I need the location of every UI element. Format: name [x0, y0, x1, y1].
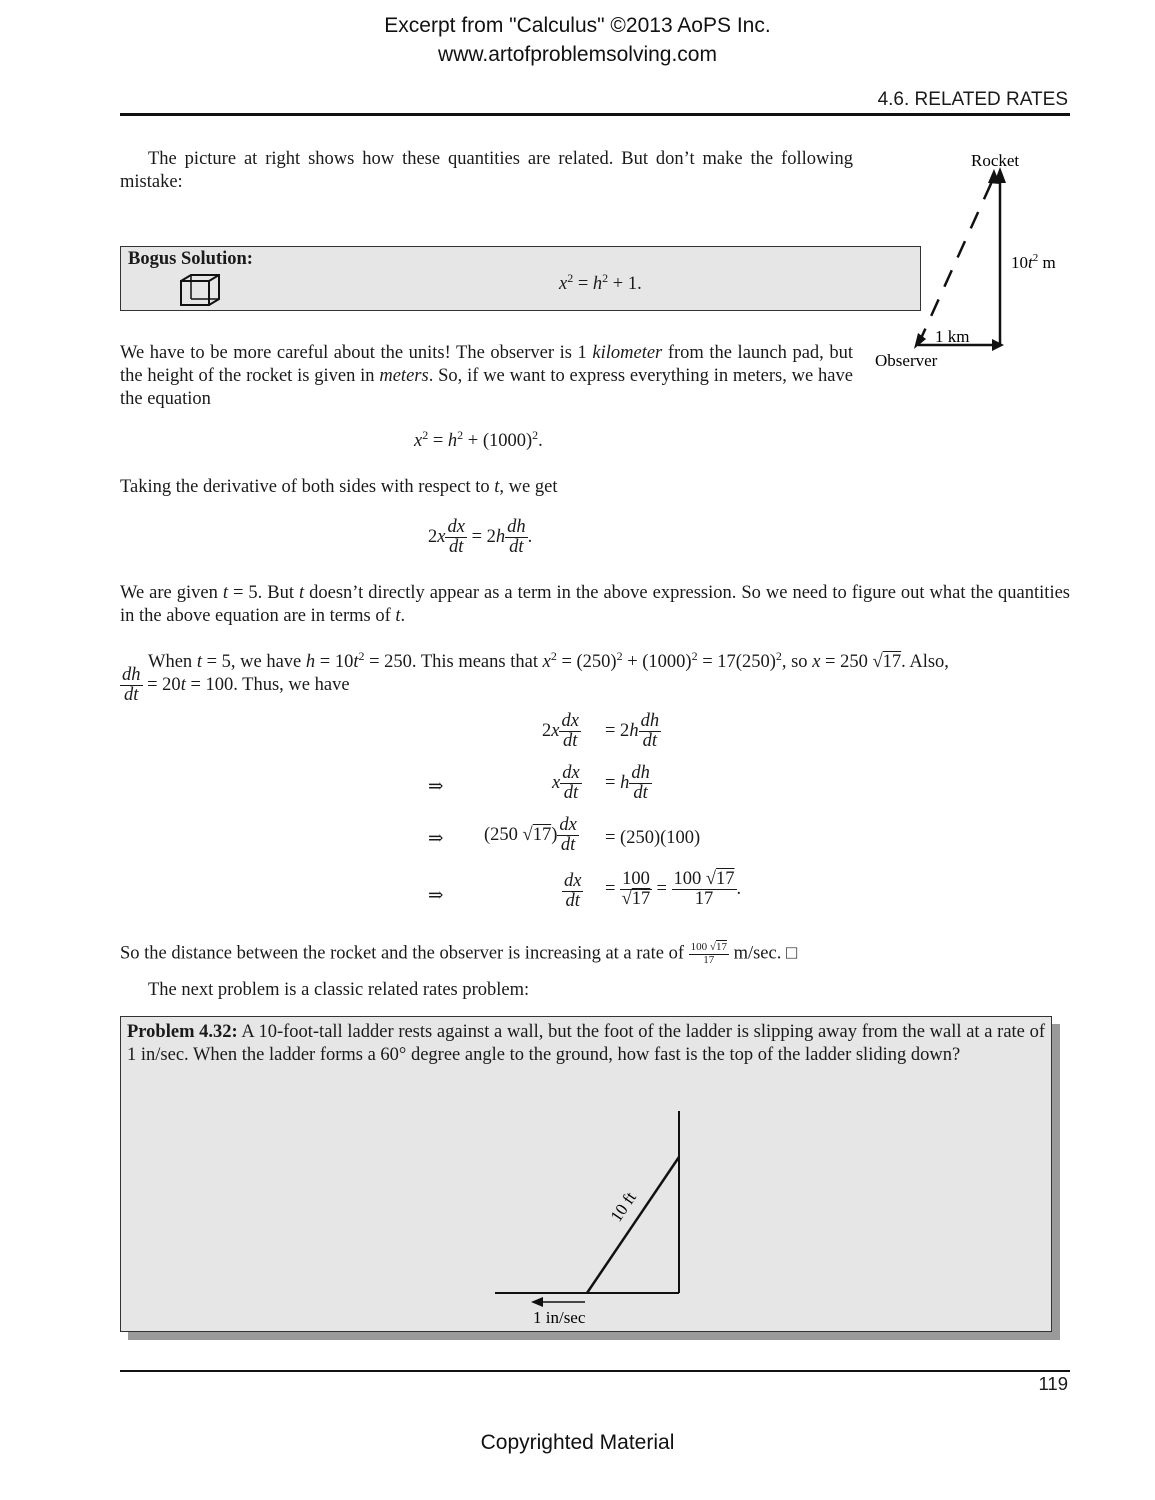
copyright-footer: Copyrighted Material	[480, 1431, 675, 1454]
height-label-exp: 2	[1032, 252, 1039, 264]
problem-box	[120, 1016, 1052, 1332]
excerpt-title: Excerpt from "Calculus" ©2013 AoPS Inc.	[384, 14, 771, 37]
dh-dt-line: $\frac{dh}{dt}$ = 20t = 100. Thus, we have	[122, 665, 350, 706]
website-url[interactable]: www.artofproblemsolving.com	[438, 43, 717, 66]
intro-paragraph: The picture at right shows how these quantities are related. But don’t make the following mistake:	[120, 149, 853, 192]
footer-rule	[120, 1370, 1070, 1372]
ladder-length-label: 10 ft	[606, 1188, 641, 1226]
derivation-line-3: (250 √17) $\frac{dx}{dt}$	[484, 815, 577, 856]
problem-statement	[127, 1021, 1045, 1067]
implies-arrow-1: ⇒	[428, 777, 444, 797]
height-label-coef: 10	[1011, 253, 1028, 272]
distance-label: 1 km	[935, 327, 970, 346]
rocket-label: Rocket	[971, 151, 1020, 170]
given-paragraph: We are given t = 5. But t doesn’t directly appear as a term in the above expression. So we need to figure out what the quantities in the above equation are in terms of t.	[120, 583, 1070, 626]
bogus-cube-icon	[179, 273, 223, 307]
height-label-unit: m	[1038, 253, 1056, 272]
running-head: 4.6. RELATED RATES	[877, 89, 1068, 110]
page-number: 119	[1038, 1373, 1068, 1394]
next-problem-intro: The next problem is a classic related rates problem:	[148, 980, 530, 1000]
units-paragraph: We have to be more careful about the units! The observer is 1 kilometer from the launch pad, but the height of the rocket is given in meters. So, if we want to express everything in meters, we have the equation	[120, 343, 854, 409]
equation-derivative: 2x $\frac{dx}{dt}$ = 2h $\frac{dh}{dt}$ .	[428, 517, 533, 558]
header-rule	[120, 113, 1070, 116]
bogus-solution-label: Bogus Solution:	[128, 249, 253, 269]
ladder-diagram	[481, 1105, 721, 1333]
derivative-paragraph: Taking the derivative of both sides with respect to t, we get	[120, 477, 558, 497]
problem-text: A 10-foot-tall ladder rests against a wall, but the foot of the ladder is slipping away from the wall at a rate of 1 in/sec. When the ladder forms a 60° degree angle to the ground, how fast is the top of the ladder sliding down?	[127, 1022, 1046, 1065]
equation-distance: $x^2 = h^2 + (1000)^2$.	[414, 428, 543, 452]
height-label-var: t	[1028, 253, 1033, 272]
conclusion-paragraph: So the distance between the rocket and the observer is increasing at a rate of $\frac{100 √17}{17}$ m/sec. □	[120, 941, 798, 966]
implies-arrow-2: ⇒	[428, 829, 444, 849]
bogus-solution-box	[120, 246, 921, 311]
derivation-line-1: 2x $\frac{dx}{dt}$	[542, 711, 579, 752]
bogus-equation: $x^2 = h^2 + 1$.	[559, 271, 642, 295]
derivation-line-2: x $\frac{dx}{dt}$	[552, 763, 580, 804]
observer-label: Observer	[875, 351, 938, 370]
problem-label: Problem 4.32:	[127, 1022, 238, 1042]
svg-text:10t2 m	[1011, 252, 1056, 272]
when-paragraph: When t = 5, we have $h = 10t^2 = 250$. This means that $x^2 = (250)^2 + (1000)^2 = 17(250)^2$, so x = 250 √17. Also,	[148, 649, 949, 673]
derivation-line-4: $\frac{dx}{dt}$	[564, 871, 582, 912]
slide-rate-label: 1 in/sec	[533, 1308, 586, 1327]
implies-arrow-3: ⇒	[428, 886, 444, 906]
